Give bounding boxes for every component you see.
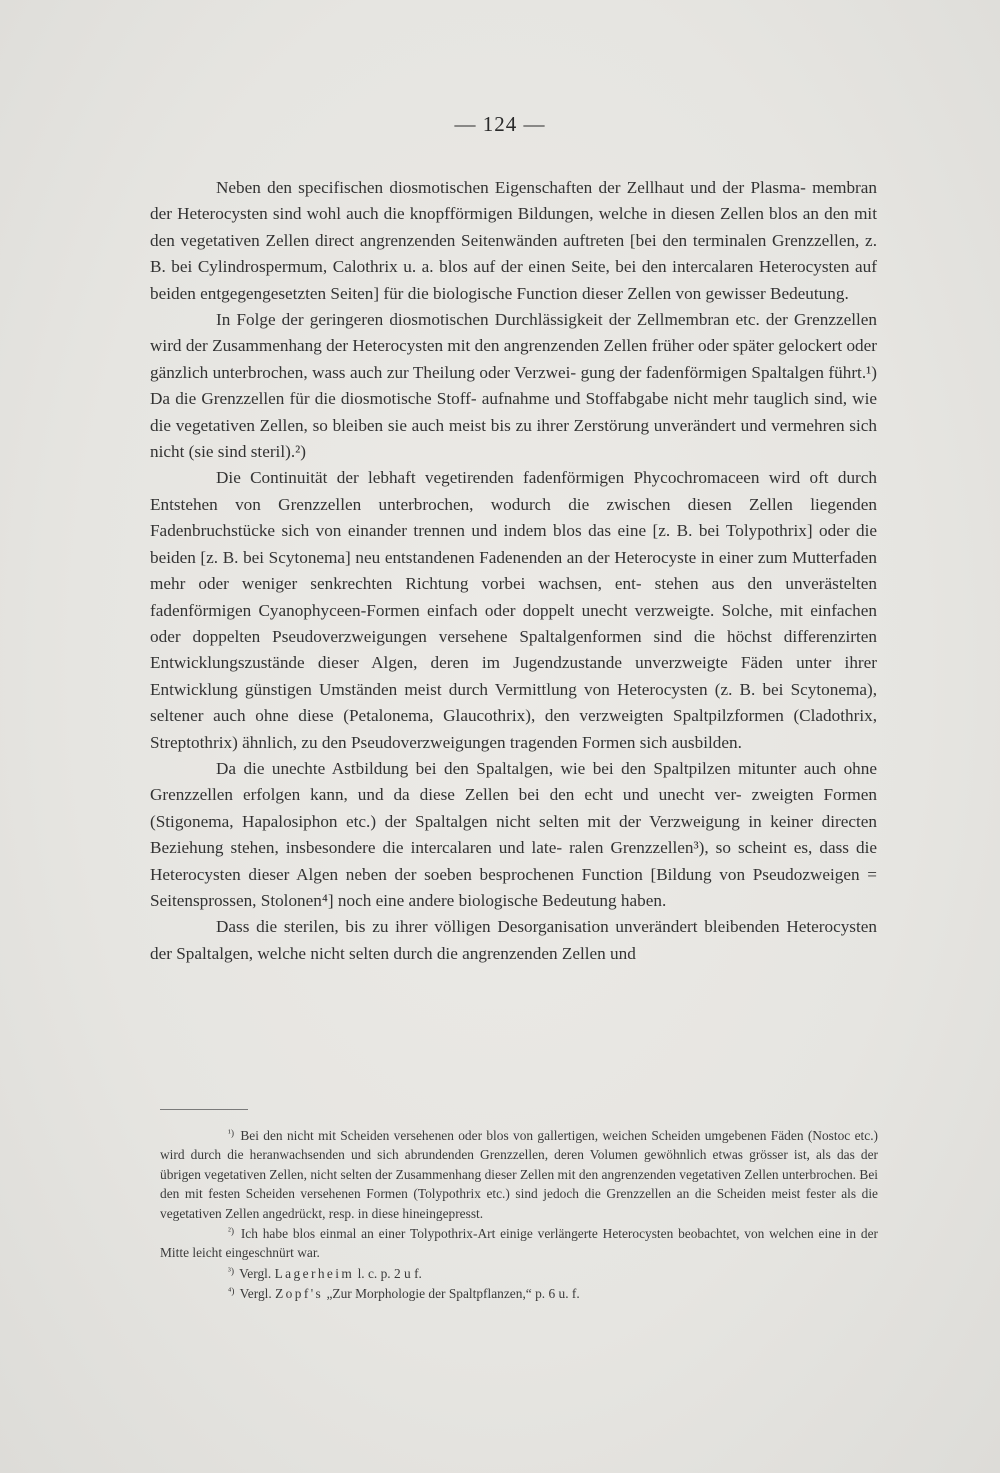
footnote-text: Ich habe blos einmal an einer Tolypothrix-Art einige verlängerte Heterocysten beobachtet, von welchen eine in der Mitte leicht eingeschnürt war. (160, 1226, 878, 1261)
main-text (150, 175, 877, 967)
paragraph: Da die unechte Astbildung bei den Spaltalgen, wie bei den Spaltpilzen mitunter auch ohne Grenzzellen erfolgen kann, und da diese Zellen bei den echt und unecht ver- zweigten Formen (Stigonema, Hapalosiphon etc.) der Spaltalgen nicht selten mit der Verzweigung in keiner directen Beziehung stehen, insbesondere die intercalaren und late- ralen Grenzzellen³), so scheint es, dass die Heterocysten dieser Algen neben der soeben besprochenen Function [Bildung von Pseudozweigen = Seitensprossen, Stolonen⁴] noch eine andere biologische Bedeutung haben. (150, 758, 877, 910)
paragraph: Die Continuität der lebhaft vegetirenden fadenförmigen Phycochromaceen wird oft durch Entstehen von Grenzzellen unterbrochen, wodurch die zwischen diesen Zellen liegenden Fadenbruchstücke sich von einander trennen und indem blos das eine [z. B. bei Tolypothrix] oder die beiden [z. B. bei Scytonema] neu entstandenen Fadenenden an der Heterocyste in einer zum Mutterfaden mehr oder weniger senkrechten Richtung vorbei wachsen, ent- stehen aus den unverästelten fadenförmigen Cyanophyceen-Formen einfach oder doppelt unecht verzweigte. Solche, mit einfachen oder doppelten Pseudoverzweigungen versehene Spaltalgenformen sind die höchst differenzirten Entwicklungszustände dieser Algen, deren im Jugendzustande unverzweigte Fäden unter ihrer Entwicklung günstigen Umständen meist durch Vermittlung von Heterocysten (z. B. bei Scytonema), seltener auch ohne diese (Petalonema, Glaucothrix), den verzweigten Spaltpilzformen (Cladothrix, Streptothrix) ähnlich, zu den Pseudoverzweigungen tragenden Formen sich ausbilden. (150, 468, 877, 752)
footnote-mark: ³) (228, 1266, 235, 1277)
footnote-text: Bei den nicht mit Scheiden versehenen oder blos von gallertigen, weichen Scheiden umgebenen Fäden (Nostoc etc.) wird durch die heranwachsenden und sich abrundenden Grenzzellen, deren Volumen gewöhnlich etwas grösser ist, als das der übrigen vegetativen Zellen, nicht selten der Zusammenhang dieser Zellen mit den angrenzenden vegetativen Zellen unterbrochen. Bei den mit festen Scheiden versehenen Formen (Tolypothrix etc.) sind jedoch die Grenzzellen an die Scheiden meist fester als die vegetativen Zellen angedrückt, resp. in diese hineingepresst. (160, 1128, 878, 1221)
footnote-text: „Zur Morphologie der Spaltpflanzen,“ p. 6 u. f. (326, 1286, 580, 1302)
footnote-author: Zopf's (275, 1286, 324, 1302)
paragraph: Neben den specifischen diosmotischen Eigenschaften der Zellhaut und der Plasma- membran der Heterocysten sind wohl auch die knopfförmigen Bildungen, welche in diesen Zellen blos an den mit den vegetativen Zellen direct angrenzenden Seitenwänden auftreten [bei den terminalen Grenzzellen, z. B. bei Cylindrospermum, Calothrix u. a. blos auf der einen Seite, bei den intercalaren Heterocysten auf beiden entgegengesetzten Seiten] für die biologische Function dieser Zellen von gewisser Bedeutung. (150, 178, 877, 303)
paragraph: Dass die sterilen, bis zu ihrer völligen Desorganisation unverändert bleibenden Heterocysten der Spaltalgen, welche nicht selten durch die angrenzenden Zellen und (150, 917, 877, 963)
footnote (160, 1125, 878, 1223)
paragraph: In Folge der geringeren diosmotischen Durchlässigkeit der Zellmembran etc. der Grenzzellen wird der Zusammenhang der Heterocysten mit den angrenzenden Zellen früher oder später gelockert oder gänzlich unterbrochen, wass auch zur Theilung oder Verzwei- gung der fadenförmigen Spaltalgen führt.¹) Da die Grenzzellen für die diosmotische Stoff- aufnahme und Stoffabgabe nicht mehr tauglich sind, wie die vegetativen Zellen, so bleiben sie auch meist bis zu ihrer Zerstörung unverändert und vermehren sich nicht (sie sind steril).²) (150, 310, 877, 462)
footnote (160, 1263, 878, 1283)
page-number: — 124 — (454, 112, 546, 136)
footnote-author: Lagerheim (274, 1265, 355, 1281)
footnote-prefix: Vergl. (239, 1265, 272, 1281)
footnote-mark: ¹) (228, 1129, 235, 1139)
footnote (160, 1283, 878, 1303)
footnote-text: l. c. p. 2 u f. (357, 1265, 422, 1281)
footnote (160, 1223, 878, 1263)
footnote-prefix: Vergl. (239, 1286, 272, 1302)
footnote-mark: ²) (228, 1227, 235, 1238)
footnote-mark: ⁴) (228, 1287, 235, 1298)
footnote-divider (160, 1109, 248, 1110)
footnotes (160, 1125, 878, 1304)
